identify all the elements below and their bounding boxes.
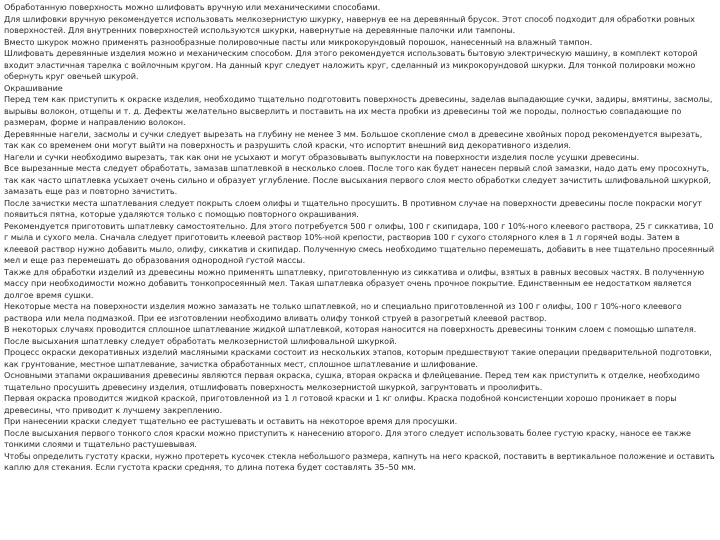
paragraph-13: Некоторые места на поверхности изделия можно замазать не только шпатлевкой, но и специально приготовленной из 100 г олифы, 100 г 10%-ного клеевого раствора или мела подмазкой. При ее изготовлении необходимо вливать олифу тонкой струей в разогретый клеевой раствор. xyxy=(4,301,682,323)
paragraph-16: Основными этапами окрашивания древесины являются первая окраска, сушка, вторая окраска и флейцевание. Перед тем как приступить к отделке, необходимо тщательно просушить древесину изделия, отшлифовать поверхность мелкозернистой шкуркой, загрунтовать и проолифить. xyxy=(4,370,700,392)
paragraph-4: Шлифовать деревянные изделия можно и механическим способом. Для этого рекомендуется использовать бытовую электрическую машину, в комплект которой входит эластичная тарелка с войлочным кругом. На данный круг следует наложить круг, сделанный из микрокорундовой шкурки. Для тонкой полировки можно обернуть круг овечьей шкурой. xyxy=(4,48,698,81)
paragraph-14: В некоторых случаях проводится сплошное шпатлевание жидкой шпатлевкой, которая наносится на поверхность древесины тонким слоем с помощью шпателя. После высыхания шпатлевку следует обработать мелкозернистой шлифовальной шкуркой. xyxy=(4,324,697,346)
paragraph-15: Процесс окраски декоративных изделий масляными красками состоит из нескольких этапов, которым предшествуют такие операции предварительной подготовки, как грунтование, местное шпатлевание, зачистка обработанных мест, сплошное шпатлевание и шлифование. xyxy=(4,347,712,369)
paragraph-2: Для шлифовки вручную рекомендуется использовать мелкозернистую шкурку, навернув ее на деревянный брусок. Этот способ подходит для обработки ровных поверхностей. Для внутренних поверхностей используются шкурки, навернутые на деревянные палочки или тампоны. xyxy=(4,13,695,35)
paragraph-3: Вместо шкурок можно применять разнообразные полировочные пасты или микрокорундовый порошок, нанесенный на влажный тампон. xyxy=(4,36,593,47)
section-heading-painting: Окрашивание xyxy=(4,82,63,93)
paragraph-1: Обработанную поверхность можно шлифовать вручную или механическими способами. xyxy=(4,2,381,12)
paragraph-12: Также для обработки изделий из древесины можно применять шпатлевку, приготовленную из сиккатива и олифы, взятых в равных весовых частях. В полученную массу при необходимости можно добавить тонкопросеянный мел. Такая шпатлевка образует очень прочное покрытие. Единственным ее недостатком является долгое время сушки. xyxy=(4,266,705,300)
paragraph-20: Чтобы определить густоту краски, нужно протереть кусочек стекла небольшого размера, капнуть на него краской, поставить в вертикальное положение и оставить каплю для стекания. Если густота краски средняя, то длина потека будет составлять 35–50 мм. xyxy=(4,450,715,472)
paragraph-19: После высыхания первого тонкого слоя краски можно приступить к нанесению второго. Для этого следует использовать более густую краску, наносе ее также тонкими слоями и тщательно растушевывая. xyxy=(4,427,691,449)
paragraph-7: Деревянные нагели, засмолы и сучки следует вырезать на глубину не менее 3 мм. Большое скопление смол в древесине хвойных пород рекомендуется вырезать, так как со временем они могут выйти на поверхность и разрушить слой краски, что испортит внешний вид декоративного изделия. xyxy=(4,128,703,150)
document-body xyxy=(4,2,716,474)
paragraph-17: Первая окраска проводится жидкой краской, приготовленной из 1 л готовой краски и 1 кг олифы. Краска подобной консистенции хорошо проникает в поры древесины, что приводит к лучшему закреплению. xyxy=(4,393,677,415)
paragraph-9: Все вырезанные места следует обработать, замазав шпатлевкой в несколько слоев. После того как будет нанесен первый слой замазки, надо дать ему просохнуть, так как часто шпатлевка усыхает очень сильно и образует углубление. После высыхания первого слоя место обработки следует зачистить шлифовальной шкуркой, замазать еще раз и повторно зачистить. xyxy=(4,163,711,196)
paragraph-8: Нагели и сучки необходимо вырезать, так как они не усыхают и могут образовывать выпуклости на поверхности изделия после усушки древесины. xyxy=(4,151,640,162)
paragraph-10: После зачистки места шпатлевания следует покрыть слоем олифы и тщательно просушить. В противном случае на поверхности древесины после покраски могут появиться пятна, которые удаляются только с помощью повторного окрашивания. xyxy=(4,197,702,219)
paragraph-6: Перед тем как приступить к окраске изделия, необходимо тщательно подготовить поверхность древесины, заделав выпадающие сучки, задиры, вмятины, засмолы, вырывы волокон, отщепы и т. д. Дефекты желательно высверлить и поставить на их места пробки из древесины той же породы, полностью совпадающие по размерам, форме и направлению волокон. xyxy=(4,94,713,127)
paragraph-11: Рекомендуется приготовить шпатлевку самостоятельно. Для этого потребуется 500 г олифы, 100 г скипидара, 100 г 10%-ного клеевого раствора, 25 г сиккатива, 10 г мыла и сухого мела. Сначала следует приготовить клеевой раствор 10%-ной крепости, растворив 100 г сухого столярного клея в 1 л горячей воды. Затем в клеевой раствор нужно добавить мыло, олифу, сиккатив и скипидар. Полученную смесь необходимо тщательно перемешать, добавить в нее тщательно просеянный мел и еще раз перемешать до образования однородной густой массы. xyxy=(4,220,715,265)
paragraph-18: При нанесении краски следует тщательно ее растушевать и оставить на некоторое время для просушки. xyxy=(4,416,458,426)
